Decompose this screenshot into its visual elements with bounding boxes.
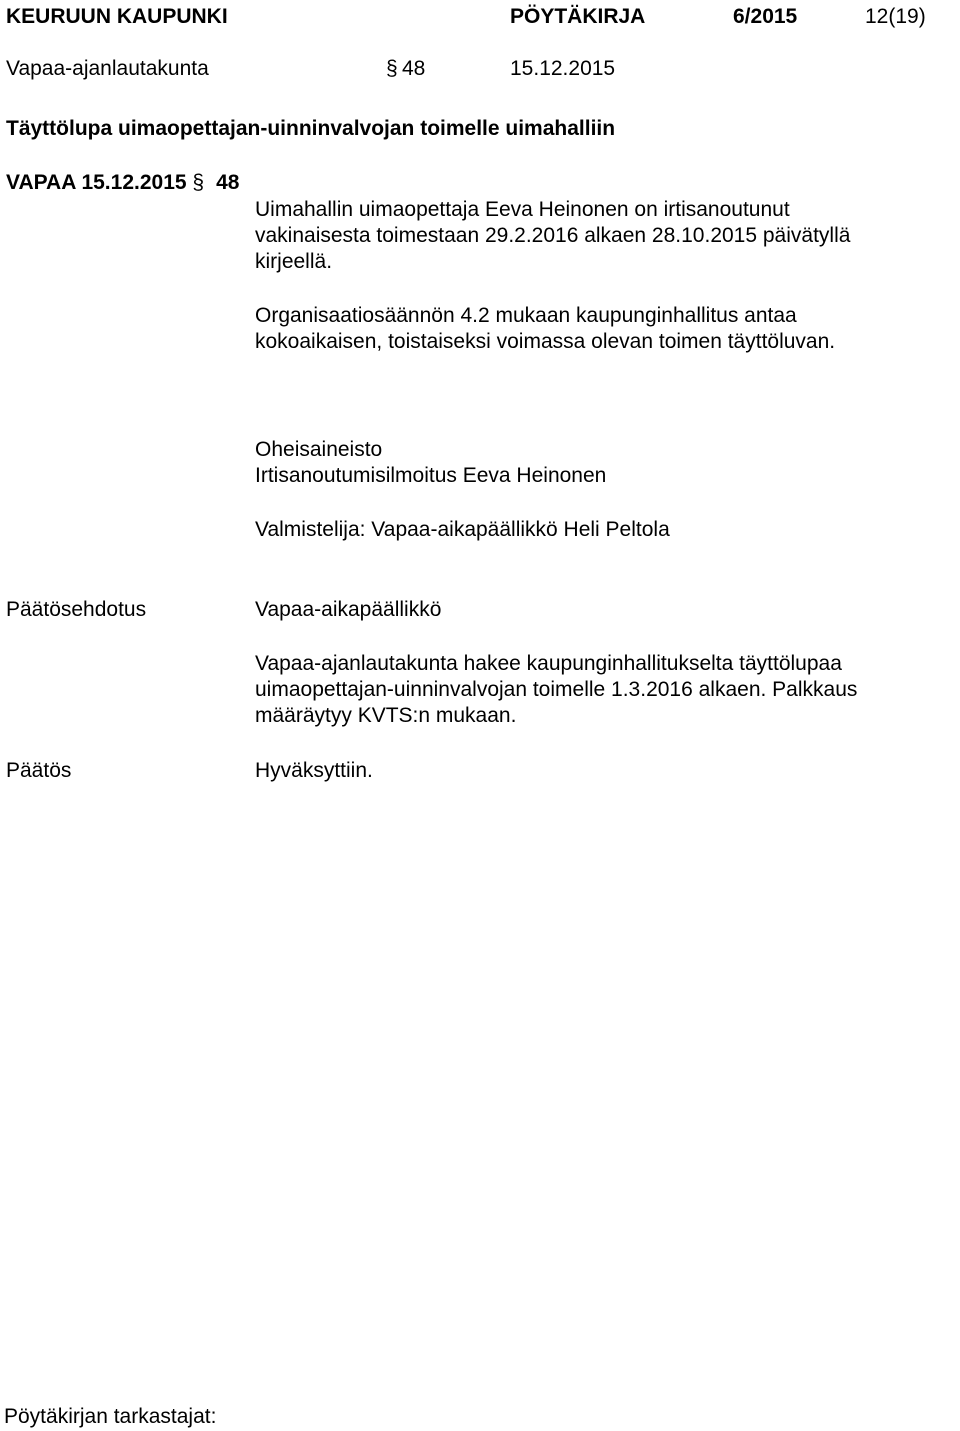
attachment-item: Irtisanoutumisilmoitus Eeva Heinonen (255, 464, 607, 487)
attachments-label: Oheisaineisto (255, 438, 383, 461)
meeting-date: 15.12.2015 (510, 57, 616, 80)
doc-number: 6/2015 (733, 5, 798, 28)
case-section-number: 48 (216, 171, 240, 194)
committee-name: Vapaa-ajanlautakunta (6, 57, 209, 80)
doc-type: PÖYTÄKIRJA (510, 5, 646, 28)
paragraph-2-line-2: kokoaikaisen, toistaiseksi voimassa olevan toimen täyttöluvan. (255, 330, 836, 353)
page-number: 12(19) (865, 5, 926, 28)
reviewers-label: Pöytäkirjan tarkastajat: (4, 1405, 217, 1428)
paragraph-2-line-1: Organisaatiosäännön 4.2 mukaan kaupunginhallitus antaa (255, 304, 797, 327)
case-reference-label: VAPAA 15.12.2015 (6, 171, 187, 194)
case-reference (6, 170, 239, 196)
decision-text: Hyväksyttiin. (255, 759, 373, 782)
proposal-label: Päätösehdotus (6, 598, 147, 621)
document-title: Täyttölupa uimaopettajan-uinninvalvojan toimelle uimahalliin (6, 117, 616, 140)
decision-label: Päätös (6, 759, 72, 782)
org-name: KEURUUN KAUPUNKI (6, 5, 228, 28)
paragraph-1-line-1: Uimahallin uimaopettaja Eeva Heinonen on irtisanoutunut (255, 198, 790, 221)
section-number: 48 (402, 57, 426, 80)
section-symbol: § (386, 57, 398, 80)
proposer-name: Vapaa-aikapäällikkö (255, 598, 442, 621)
proposal-text-line-2: uimaopettajan-uinninvalvojan toimelle 1.3.2016 alkaen. Palkkaus (255, 678, 858, 701)
proposal-text-line-3: määräytyy KVTS:n mukaan. (255, 704, 517, 727)
paragraph-1-line-3: kirjeellä. (255, 250, 333, 273)
preparer-line: Valmistelija: Vapaa-aikapäällikkö Heli Peltola (255, 518, 670, 541)
case-section-symbol: § (192, 171, 205, 194)
proposal-text-line-1: Vapaa-ajanlautakunta hakee kaupunginhallitukselta täyttölupaa (255, 652, 842, 675)
paragraph-1-line-2: vakinaisesta toimestaan 29.2.2016 alkaen 28.10.2015 päivätyllä (255, 224, 851, 247)
